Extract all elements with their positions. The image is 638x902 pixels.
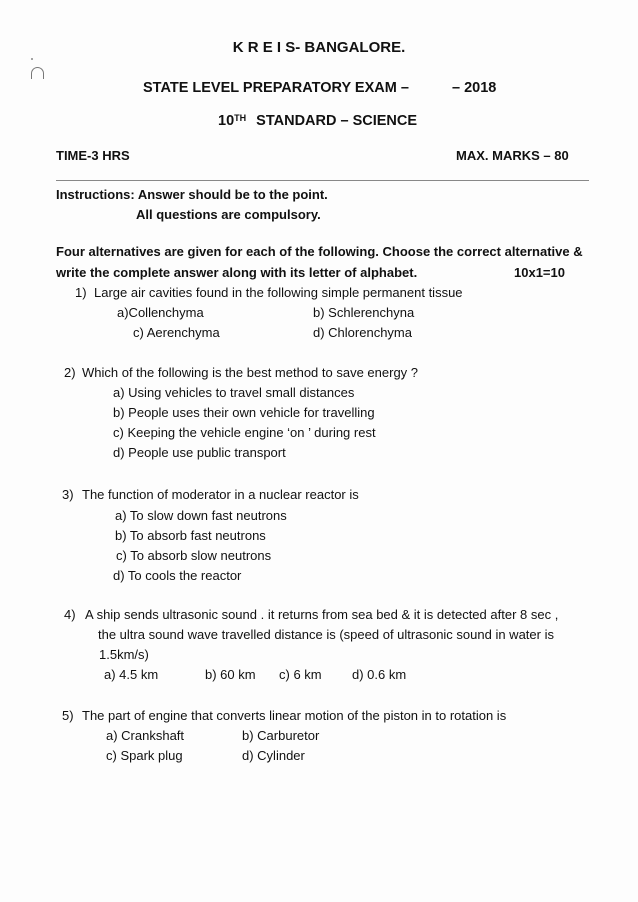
section-marks: 10x1=10 bbox=[514, 265, 565, 280]
question-2-option-b: b) People uses their own vehicle for travelling bbox=[113, 405, 375, 420]
question-4-option-d: d) 0.6 km bbox=[352, 667, 407, 682]
question-3-option-b: b) To absorb fast neutrons bbox=[115, 528, 266, 543]
header-divider bbox=[56, 180, 589, 181]
instructions-line-2: All questions are compulsory. bbox=[136, 207, 321, 222]
question-1-option-d: d) Chlorenchyma bbox=[313, 325, 412, 340]
question-4-text-line-2: the ultra sound wave travelled distance is (speed of ultrasonic sound in water is bbox=[98, 627, 554, 642]
question-1-option-b: b) Schlerenchyna bbox=[313, 305, 415, 320]
question-4-number: 4) bbox=[64, 607, 76, 622]
question-2-option-c: c) Keeping the vehicle engine ‘on ’ during rest bbox=[113, 425, 376, 440]
question-5-number: 5) bbox=[62, 708, 74, 723]
question-3-option-a: a) To slow down fast neutrons bbox=[115, 508, 287, 523]
section-instruction-line-1: Four alternatives are given for each of the following. Choose the correct alternative & bbox=[56, 244, 583, 259]
question-4-text-line-1: A ship sends ultrasonic sound . it returns from sea bed & it is detected after 8 sec , bbox=[85, 607, 559, 622]
question-1-option-a: a)Collenchyma bbox=[117, 305, 204, 320]
question-5-option-b: b) Carburetor bbox=[242, 728, 320, 743]
question-1-option-c: c) Aerenchyma bbox=[133, 325, 220, 340]
punch-hole-mark bbox=[31, 67, 44, 79]
time-label: TIME-3 HRS bbox=[56, 148, 130, 163]
exam-year: – 2018 bbox=[452, 80, 497, 96]
question-4-option-b: b) 60 km bbox=[205, 667, 256, 682]
question-4-option-a: a) 4.5 km bbox=[104, 667, 159, 682]
instructions-line-1: Instructions: Answer should be to the point. bbox=[56, 187, 328, 202]
max-marks-label: MAX. MARKS – 80 bbox=[456, 148, 569, 163]
standard-subject: STANDARD – SCIENCE bbox=[256, 113, 418, 129]
question-5-option-c: c) Spark plug bbox=[106, 748, 183, 763]
question-1-text: Large air cavities found in the following simple permanent tissue bbox=[94, 285, 463, 300]
question-2-number: 2) bbox=[64, 365, 76, 380]
question-5-option-d: d) Cylinder bbox=[242, 748, 305, 763]
question-5-option-a: a) Crankshaft bbox=[106, 728, 185, 743]
question-3-option-d: d) To cools the reactor bbox=[113, 568, 242, 583]
school-title: K R E I S- BANGALORE. bbox=[232, 39, 406, 56]
exam-title: STATE LEVEL PREPARATORY EXAM – bbox=[143, 80, 409, 96]
standard-number: 10 bbox=[218, 113, 235, 129]
standard-superscript: TH bbox=[234, 113, 247, 123]
question-3-text: The function of moderator in a nuclear reactor is bbox=[82, 487, 359, 502]
question-1-number: 1) bbox=[75, 285, 87, 300]
standard-heading bbox=[218, 113, 417, 129]
scan-speck bbox=[31, 58, 33, 60]
question-3-number: 3) bbox=[62, 487, 74, 502]
question-3-option-c: c) To absorb slow neutrons bbox=[116, 548, 272, 563]
question-4-text-line-3: 1.5km/s) bbox=[99, 647, 149, 662]
question-2-text: Which of the following is the best method to save energy ? bbox=[82, 365, 419, 380]
question-2-option-d: d) People use public transport bbox=[113, 445, 286, 460]
question-2-option-a: a) Using vehicles to travel small distances bbox=[113, 385, 355, 400]
question-4-option-c: c) 6 km bbox=[279, 667, 322, 682]
question-5-text: The part of engine that converts linear motion of the piston in to rotation is bbox=[82, 708, 507, 723]
section-instruction-line-2: write the complete answer along with its letter of alphabet. bbox=[56, 265, 418, 280]
